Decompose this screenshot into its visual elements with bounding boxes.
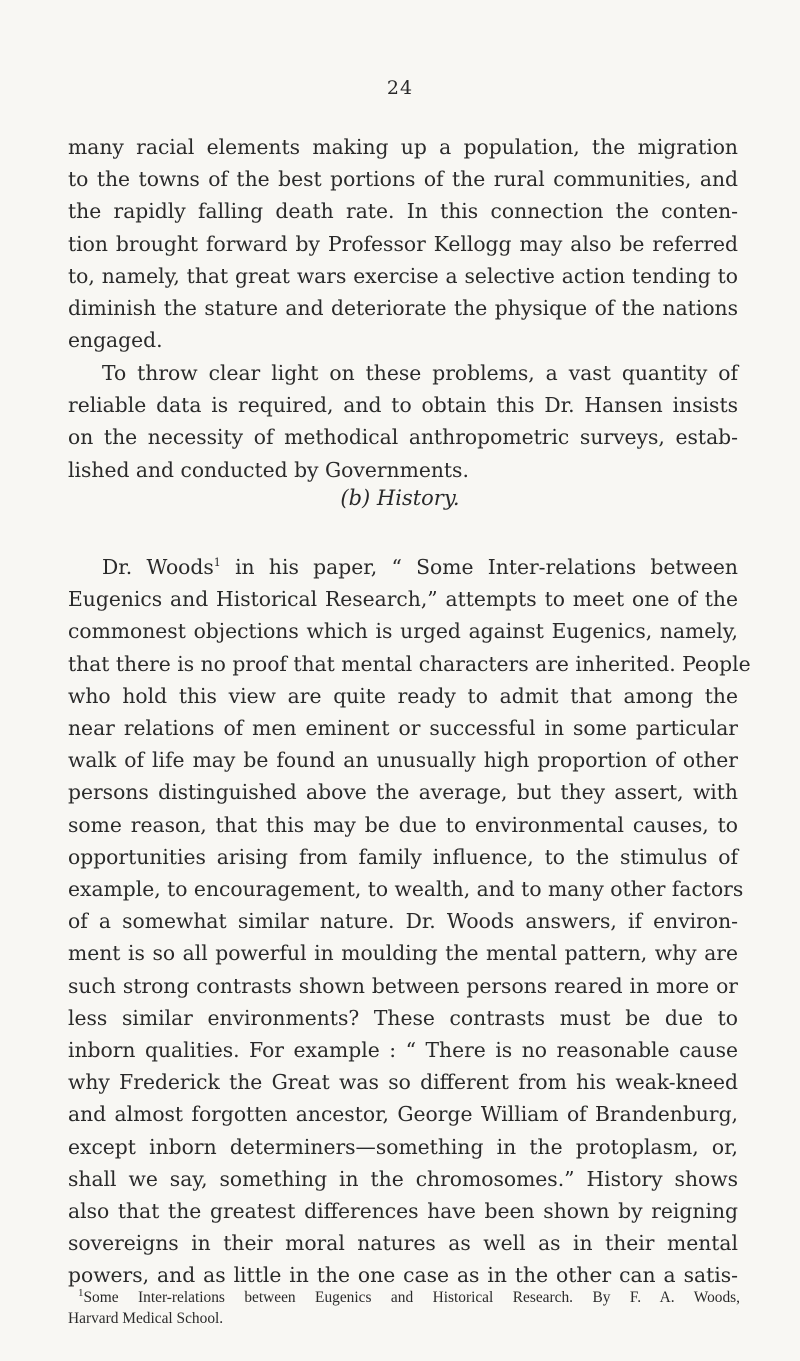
text-line: who hold this view are quite ready to admit that among the	[68, 683, 738, 708]
text-line: commonest objections which is urged against Eugenics, namely,	[68, 619, 738, 644]
text-line: diminish the stature and deteriorate the physique of the nations	[68, 296, 738, 321]
text-line: reliable data is required, and to obtain this Dr. Hansen insists	[68, 393, 738, 418]
text-line: that there is no proof that mental characters are inherited. People	[68, 651, 751, 676]
text-line: the rapidly falling death rate. In this connection the conten-	[68, 199, 738, 224]
text-line: why Frederick the Great was so different from his weak-kneed	[68, 1070, 738, 1095]
paragraph-3	[68, 551, 751, 1292]
footnote-line: Harvard Medical School.	[68, 1310, 224, 1327]
section-label: (b)	[340, 486, 371, 510]
text-line: example, to encouragement, to wealth, and to many other factors	[68, 877, 744, 902]
page-number: 24	[386, 77, 414, 99]
text-line: engaged.	[68, 328, 163, 353]
text-line: To throw clear light on these problems, a vast quantity of	[102, 361, 738, 385]
text-line: on the necessity of methodical anthropometric surveys, estab-	[68, 425, 738, 450]
text-line: Eugenics and Historical Research,” attempts to meet one of the	[68, 587, 738, 612]
footnote-line	[68, 1287, 740, 1308]
text-line: shall we say, something in the chromosomes.” History shows	[68, 1166, 738, 1191]
paragraph-2	[68, 357, 738, 486]
text-fragment: in his paper, “ Some Inter-relations between	[220, 555, 738, 579]
text-line: walk of life may be found an unusually high proportion of other	[68, 748, 738, 773]
text-line: inborn qualities. For example : “ There is no reasonable cause	[68, 1038, 738, 1063]
text-line: less similar environments? These contrasts must be due to	[68, 1005, 738, 1030]
text-fragment: Dr. Woods	[102, 555, 214, 579]
text-line: sovereigns in their moral natures as well as in their mental	[68, 1231, 738, 1256]
text-line: persons distinguished above the average, but they assert, with	[68, 780, 738, 805]
text-line: many racial elements making up a population, the migration	[68, 135, 738, 159]
section-title: History.	[376, 486, 460, 510]
text-line: some reason, that this may be due to environmental causes, to	[68, 812, 738, 837]
text-line	[68, 551, 738, 583]
text-line: lished and conducted by Governments.	[68, 457, 469, 482]
text-line: ment is so all powerful in moulding the mental pattern, why are	[68, 941, 738, 966]
section-heading	[0, 486, 800, 510]
text-line: and almost forgotten ancestor, George William of Brandenburg,	[68, 1102, 738, 1127]
paragraph-1	[68, 131, 738, 356]
text-line: opportunities arising from family influence, to the stimulus of	[68, 844, 738, 869]
footnote-reference[interactable]: 1	[213, 556, 221, 570]
footnote-marker: 1	[78, 1286, 84, 1299]
text-line: near relations of men eminent or successful in some particular	[68, 716, 738, 741]
text-line: powers, and as little in the one case as in the other can a satis-	[68, 1263, 738, 1288]
text-line: except inborn determiners—something in the protoplasm, or,	[68, 1134, 738, 1159]
footnote	[68, 1287, 740, 1329]
text-line: tion brought forward by Professor Kellogg may also be referred	[68, 231, 738, 256]
footnote-text: Some Inter-relations between Eugenics and Historical Research. By F. A. Woods,	[83, 1289, 740, 1306]
text-line: such strong contrasts shown between persons reared in more or	[68, 973, 738, 998]
text-line: to, namely, that great wars exercise a selective action tending to	[68, 263, 738, 288]
text-line: of a somewhat similar nature. Dr. Woods answers, if environ-	[68, 909, 738, 934]
text-line: also that the greatest differences have been shown by reigning	[68, 1199, 738, 1224]
text-line: to the towns of the best portions of the rural communities, and	[68, 167, 738, 192]
